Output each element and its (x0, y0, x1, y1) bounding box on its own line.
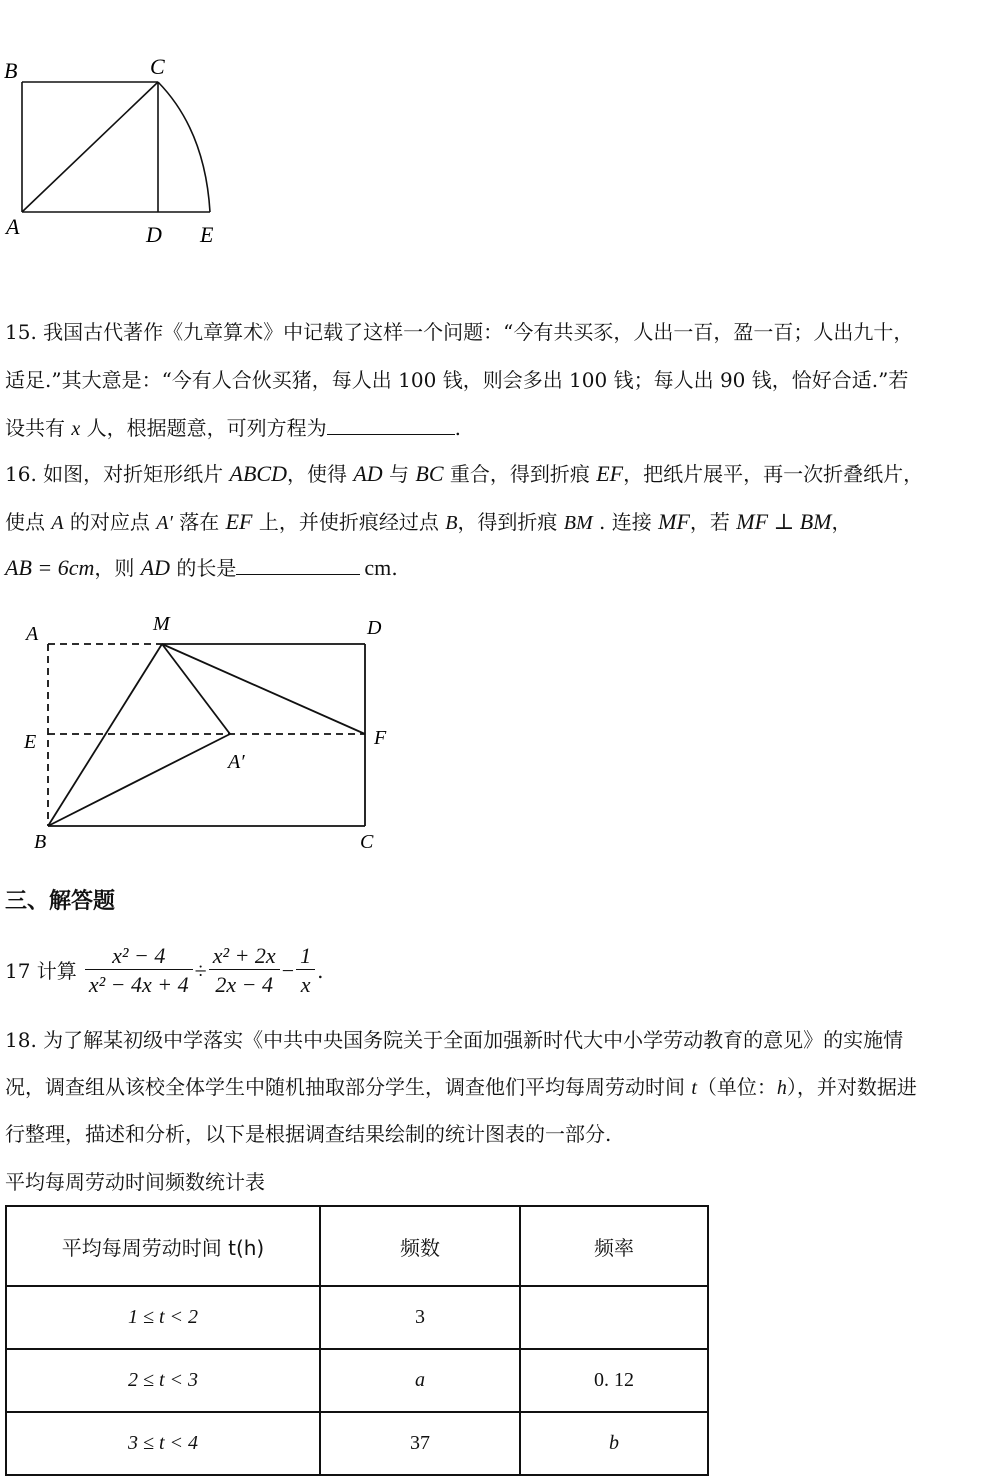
fig14-line-ac (22, 82, 158, 212)
q16-answer-blank[interactable] (236, 556, 360, 575)
q16-l2-b: 的对应点 (63, 510, 157, 534)
q16-l2-v3: EF (225, 509, 253, 534)
q16-l1-e: ，把纸片展平，再一次折叠纸片， (623, 462, 924, 486)
table-cell-rate: 0. 12 (520, 1349, 708, 1412)
q16-l2-v1: A (51, 512, 64, 534)
q16-line1 (5, 462, 923, 486)
fig16-line-ba (48, 734, 230, 826)
q17-f1-denominator: x² − 4x + 4 (88, 971, 189, 997)
q17-fraction-3 (296, 943, 315, 1000)
q17-prefix: 17 计算 (5, 959, 77, 983)
q17-minus-sign: − (281, 958, 295, 983)
table-cell-count: 3 (320, 1286, 520, 1349)
q17-fraction-2 (209, 943, 280, 1000)
q16-l2-h: ， (831, 510, 852, 534)
table-header-rate: 频率 (520, 1206, 708, 1286)
q16-line2 (5, 510, 851, 535)
q16-l2-v4: B (445, 512, 458, 534)
q16-line3 (5, 556, 398, 580)
fig16-label-a: A (26, 623, 39, 645)
fig16-label-e: E (24, 731, 37, 753)
q18-var-t: t (691, 1077, 697, 1099)
fig14-arc-ce (158, 82, 210, 212)
fig14-label-e: E (200, 222, 214, 247)
q16-l1-b: ，使得 (286, 462, 354, 486)
q18-var-h: h (776, 1077, 787, 1099)
q16-l2-f: . 连接 (592, 510, 659, 534)
q15-line3 (5, 416, 461, 441)
fig16-label-b: B (34, 831, 47, 853)
q16-l1-v3: BC (415, 461, 444, 486)
fig16-label-c: C (360, 831, 374, 853)
fig16-line-ma (162, 644, 230, 734)
q16-l1-d: 重合，得到折痕 (443, 462, 597, 486)
table-header-time: 平均每周劳动时间 t(h) (6, 1206, 320, 1286)
table-cell-rate (520, 1286, 708, 1349)
fig16-label-m: M (153, 613, 170, 635)
fig16-label-d: D (367, 617, 382, 639)
q16-l3-end: . (391, 556, 398, 580)
q16-l1-v1: ABCD (229, 461, 287, 486)
q17-f3-denominator: x (300, 971, 311, 997)
fig14-label-a: A (6, 214, 20, 239)
q18-line1: 18. 为了解某初级中学落实《中共中央国务院关于全面加强新时代大中小学劳动教育的意见》的实施情 (5, 1028, 904, 1052)
fig16-line-mf (162, 644, 365, 734)
q16-l2-e: ，得到折痕 (457, 510, 564, 534)
fig14-label-c: C (150, 54, 165, 79)
q17-f2-numerator: x² + 2x (209, 943, 280, 970)
q17-end: . (317, 959, 324, 983)
q16-l1-a: 16. 如图，对折矩形纸片 (5, 462, 230, 486)
q16-l2-v6: MF (658, 509, 690, 534)
q16-l2-v7: MF ⊥ BM (736, 509, 832, 534)
q17-divide-sign: ÷ (194, 958, 207, 983)
q18-l2-c: ），并对数据进 (786, 1075, 917, 1099)
q17-f1-numerator: x² − 4 (85, 943, 193, 970)
q16-l3-unit: cm (364, 555, 392, 580)
q16-l1-c: 与 (382, 462, 416, 486)
q16-l2-c: 落在 (172, 510, 226, 534)
q15-line2: 适足.”其大意是：“今有人合伙买猪，每人出 100 钱，则会多出 100 钱；每人出 90 钱，恰好合适.”若 (5, 368, 909, 392)
table-title: 平均每周劳动时间频数统计表 (5, 1170, 265, 1194)
table-row (6, 1286, 708, 1349)
table-cell-range: 3 ≤ t < 4 (6, 1412, 320, 1475)
figure-q14 (0, 50, 240, 250)
fig14-label-b: B (4, 58, 18, 83)
q16-l3-v1: AD (140, 555, 171, 580)
q16-l2-v5: BM (563, 512, 593, 534)
fig16-label-f: F (374, 727, 387, 749)
fig16-label-aprime: A′ (228, 751, 245, 773)
table-cell-range: 2 ≤ t < 3 (6, 1349, 320, 1412)
q16-l2-v2: A′ (156, 512, 173, 534)
q15-var-x: x (71, 418, 81, 440)
q15-line1: 15. 我国古代著作《九章算术》中记载了这样一个问题：“今有共买豕，人出一百，盈一百；人出九十， (5, 320, 914, 344)
q17-f3-numerator: 1 (296, 943, 315, 970)
q16-l1-v2: AD (353, 461, 383, 486)
figure-q16 (0, 604, 420, 864)
table-header-frequency: 频数 (320, 1206, 520, 1286)
q17-expression (5, 940, 323, 1002)
fig16-line-bm (48, 644, 162, 826)
q15-answer-blank[interactable] (327, 416, 455, 435)
table-cell-count: a (320, 1349, 520, 1412)
q16-l3-a: ，则 (94, 556, 141, 580)
q18-line3: 行整理，描述和分析，以下是根据调查结果绘制的统计图表的一部分. (5, 1122, 612, 1146)
fig14-label-d: D (146, 222, 162, 247)
q15-line3-a: 设共有 (5, 416, 72, 440)
q18-l2-a: 况，调查组从该校全体学生中随机抽取部分学生，调查他们平均每周劳动时间 (5, 1075, 692, 1099)
q16-l1-v4: EF (596, 461, 624, 486)
table-cell-range: 1 ≤ t < 2 (6, 1286, 320, 1349)
q15-line3-end: . (454, 416, 461, 440)
q16-l3-eq: AB = 6cm (5, 555, 95, 580)
section-heading: 三、解答题 (5, 889, 116, 914)
q16-l2-a: 使点 (5, 510, 52, 534)
q16-l2-d: 上，并使折痕经过点 (252, 510, 446, 534)
q17-fraction-1 (85, 943, 193, 1000)
q17-f2-denominator: 2x − 4 (215, 971, 274, 997)
q16-l2-g: ，若 (689, 510, 737, 534)
q16-l3-b: 的长是 (170, 556, 237, 580)
table-cell-count: 37 (320, 1412, 520, 1475)
q18-line2 (5, 1075, 917, 1100)
table-row (6, 1412, 708, 1475)
table-header-row (6, 1206, 708, 1286)
table-row (6, 1349, 708, 1412)
q15-line3-b: 人，根据题意，可列方程为 (80, 416, 327, 440)
frequency-table (5, 1205, 709, 1476)
table-cell-rate: b (520, 1412, 708, 1475)
q18-l2-b: （单位： (696, 1075, 777, 1099)
